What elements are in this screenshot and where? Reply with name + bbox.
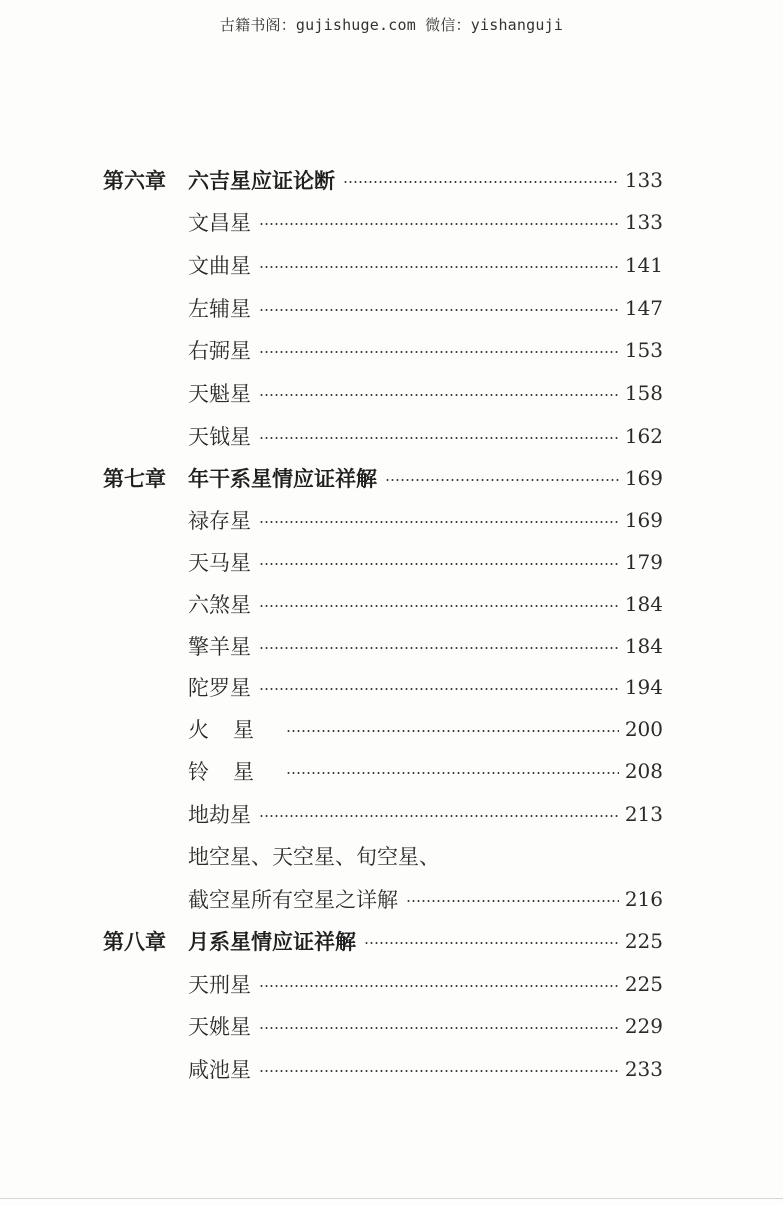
header-text: 古籍书阁：gujishuge.com 微信：yishanguji xyxy=(219,16,564,34)
toc-item xyxy=(188,292,663,324)
chapter-number: 第八章 xyxy=(103,930,166,954)
page-number: 133 xyxy=(624,210,663,234)
item-title: 天刑星 xyxy=(188,973,251,997)
toc-item xyxy=(188,798,663,830)
item-title: 天马星 xyxy=(188,551,251,575)
toc-item-multiline-second xyxy=(188,883,663,915)
toc-item xyxy=(188,1010,663,1042)
page-number: 147 xyxy=(624,296,663,320)
item-title: 天钺星 xyxy=(188,425,251,449)
item-title: 天魁星 xyxy=(188,382,251,406)
dot-leader xyxy=(385,479,619,481)
dot-leader xyxy=(286,772,619,774)
dot-leader xyxy=(343,181,619,183)
toc-item xyxy=(188,206,663,238)
dot-leader xyxy=(259,266,619,268)
chapter-title: 六吉星应证论断 xyxy=(188,169,335,193)
page-number: 216 xyxy=(624,887,663,911)
dot-leader xyxy=(259,815,619,817)
page-number: 184 xyxy=(624,592,663,616)
page-number: 194 xyxy=(624,675,663,699)
page-number: 233 xyxy=(624,1057,663,1081)
item-title: 禄存星 xyxy=(188,509,251,533)
toc-item-multiline-first xyxy=(188,840,440,872)
page-number: 153 xyxy=(624,338,663,362)
chapter-title: 年干系星情应证祥解 xyxy=(188,467,377,491)
dot-leader xyxy=(364,942,619,944)
page-number: 162 xyxy=(624,424,663,448)
page-number: 133 xyxy=(624,168,663,192)
dot-leader xyxy=(406,900,619,902)
page-bottom-edge xyxy=(0,1198,783,1199)
dot-leader xyxy=(259,223,619,225)
dot-leader xyxy=(259,351,619,353)
item-title: 铃星 xyxy=(188,760,278,784)
dot-leader xyxy=(259,688,619,690)
dot-leader xyxy=(259,309,619,311)
toc-item xyxy=(188,630,663,662)
page-number: 184 xyxy=(624,634,663,658)
dot-leader xyxy=(259,985,619,987)
chapter-number: 第六章 xyxy=(103,169,166,193)
toc-item xyxy=(188,504,663,536)
toc-item xyxy=(188,334,663,366)
dot-leader xyxy=(259,521,619,523)
item-title: 右弼星 xyxy=(188,339,251,363)
page-number: 225 xyxy=(624,929,663,953)
item-title-line1: 地空星、天空星、旬空星、 xyxy=(188,845,440,869)
chapter-title: 月系星情应证祥解 xyxy=(188,930,356,954)
page-number: 225 xyxy=(624,972,663,996)
toc-item xyxy=(188,713,663,745)
chapter-number: 第七章 xyxy=(103,467,166,491)
page-number: 141 xyxy=(624,253,663,277)
item-title: 天姚星 xyxy=(188,1015,251,1039)
item-title: 咸池星 xyxy=(188,1058,251,1082)
item-title: 地劫星 xyxy=(188,803,251,827)
item-title: 文曲星 xyxy=(188,254,251,278)
toc-chapter-8 xyxy=(103,925,663,957)
dot-leader xyxy=(259,1070,619,1072)
toc-chapter-7 xyxy=(103,462,663,494)
toc-item xyxy=(188,588,663,620)
page-number: 208 xyxy=(624,759,663,783)
toc-chapter-6 xyxy=(103,164,663,196)
page-number: 179 xyxy=(624,550,663,574)
item-title: 六煞星 xyxy=(188,593,251,617)
dot-leader xyxy=(259,605,619,607)
page-number: 169 xyxy=(624,508,663,532)
toc-item xyxy=(188,671,663,703)
item-title: 擎羊星 xyxy=(188,635,251,659)
page-number: 169 xyxy=(624,466,663,490)
dot-leader xyxy=(259,437,619,439)
dot-leader xyxy=(259,1027,619,1029)
item-title: 文昌星 xyxy=(188,211,251,235)
toc-item xyxy=(188,1053,663,1085)
item-title: 陀罗星 xyxy=(188,676,251,700)
toc-item xyxy=(188,546,663,578)
item-title: 左辅星 xyxy=(188,297,251,321)
dot-leader xyxy=(259,394,619,396)
item-title: 火星 xyxy=(188,718,278,742)
item-title-line2: 截空星所有空星之详解 xyxy=(188,888,398,912)
toc-item xyxy=(188,420,663,452)
dot-leader xyxy=(286,730,619,732)
page-header-watermark xyxy=(0,14,783,35)
page-number: 158 xyxy=(624,381,663,405)
page-number: 229 xyxy=(624,1014,663,1038)
page-number: 213 xyxy=(624,802,663,826)
toc-item xyxy=(188,249,663,281)
dot-leader xyxy=(259,563,619,565)
toc-item xyxy=(188,968,663,1000)
page-number: 200 xyxy=(624,717,663,741)
toc-item xyxy=(188,377,663,409)
toc-item xyxy=(188,755,663,787)
dot-leader xyxy=(259,647,619,649)
